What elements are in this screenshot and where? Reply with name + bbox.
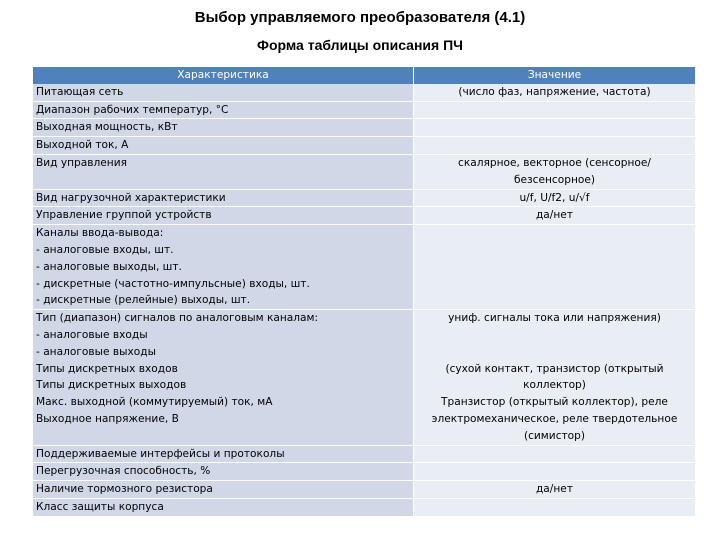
cell-right: да/нет <box>535 209 573 222</box>
cell-left: - аналоговые входы <box>36 328 148 341</box>
cell-right: да/нет <box>535 483 573 496</box>
cell-left: Выходной ток, А <box>36 139 129 152</box>
table-row <box>33 189 696 207</box>
table-row <box>33 207 696 225</box>
cell-left: Класс защиты корпуса <box>36 500 164 513</box>
cell-left: Каналы ввода-вывода: <box>36 227 164 240</box>
cell-left: Диапазон рабочих температур, °С <box>36 103 229 116</box>
cell-left: - дискретные (частотно-импульсные) входы, шт. <box>36 277 310 290</box>
cell-left: Питающая сеть <box>33 84 413 101</box>
cell-left: Перегрузочная способность, % <box>36 465 211 478</box>
table-row <box>33 481 696 499</box>
cell-right: (число фаз, напряжение, частота) <box>458 85 651 98</box>
cell-left: Типы дискретных входов <box>36 362 178 375</box>
header-value-cell <box>414 67 696 102</box>
cell-left: Наличие тормозного резистора <box>36 483 213 496</box>
cell-left: Выходное напряжение, В <box>36 412 179 425</box>
cell-left: Типы дискретных выходов <box>36 379 187 392</box>
table-row <box>33 137 696 155</box>
table-row <box>33 67 696 102</box>
cell-left: Тип (диапазон) сигналов по аналоговым каналам: <box>36 312 319 325</box>
page-title: Выбор управляемого преобразователя (4.1) <box>194 9 526 26</box>
table-row <box>33 463 696 481</box>
cell-left: - дискретные (релейные) выходы, шт. <box>36 294 251 307</box>
table-row <box>33 101 696 119</box>
cell-left: Выходная мощность, кВт <box>36 121 178 134</box>
header-value: Значение <box>414 67 695 84</box>
table-row <box>33 154 696 189</box>
cell-left: Макс. выходной (коммутируемый) ток, мА <box>36 396 273 409</box>
table-row <box>33 310 696 445</box>
cell-right: униф. сигналы тока или напряжения) <box>448 312 661 325</box>
spec-table <box>32 66 696 517</box>
cell-left: Вид управления <box>36 156 127 169</box>
table-row <box>33 225 696 310</box>
table-row <box>33 119 696 137</box>
cell-left: - аналоговые входы, шт. <box>36 243 174 256</box>
cell-right: безсенсорное) <box>513 173 596 186</box>
cell-left: - аналоговые выходы, шт. <box>36 260 182 273</box>
cell-right: Транзистор (открытый коллектор), реле <box>441 396 668 409</box>
cell-right: коллектор) <box>523 379 586 392</box>
cell-right: скалярное, векторное (сенсорное/ <box>458 156 651 169</box>
cell-left: Поддерживаемые интерфейсы и протоколы <box>36 447 285 460</box>
table-row <box>33 498 696 516</box>
table-row <box>33 445 696 463</box>
cell-right: (сухой контакт, транзистор (открытый <box>445 362 664 375</box>
cell-right: (симистор) <box>523 429 586 442</box>
cell-left: Управление группой устройств <box>36 209 212 222</box>
header-characteristic: Характеристика <box>177 69 269 81</box>
page-subtitle: Форма таблицы описания ПЧ <box>257 37 463 53</box>
cell-right: u/f, U/f2, u/√f <box>519 191 590 204</box>
header-characteristic-cell <box>33 67 414 102</box>
cell-left: - аналоговые выходы <box>36 345 156 358</box>
cell-right: электромеханическое, реле твердотельное <box>431 412 678 425</box>
cell-left: Вид нагрузочной характеристики <box>36 191 226 204</box>
